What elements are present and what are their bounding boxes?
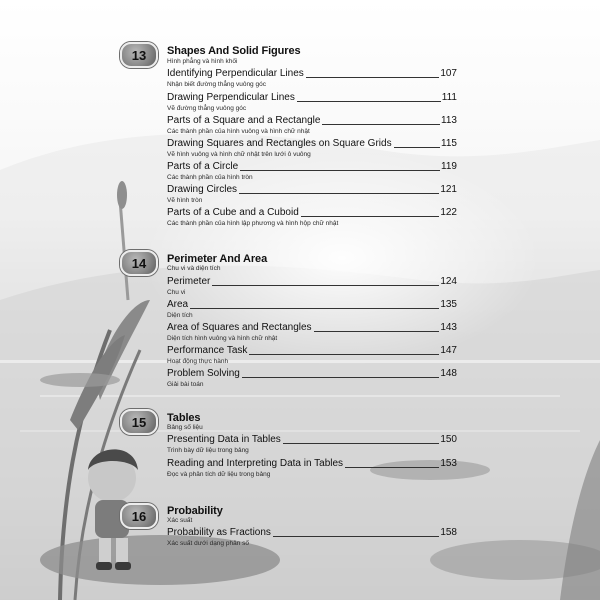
entry-title: Parts of a Circle: [167, 161, 239, 172]
entry-title: Drawing Circles: [167, 184, 238, 195]
page-number: 153: [440, 458, 457, 469]
toc-entry[interactable]: [167, 92, 457, 112]
toc-entry[interactable]: [167, 68, 457, 88]
toc-entry[interactable]: [167, 345, 457, 365]
entry-subtitle: Giải bài toán: [167, 381, 204, 388]
entry-title: Probability as Fractions: [167, 527, 271, 538]
entry-title: Parts of a Square and a Rectangle: [167, 115, 321, 126]
chapter-title: Probability: [167, 505, 223, 517]
chapter-number-badge: 16: [120, 503, 158, 529]
page-number: 115: [441, 138, 457, 149]
toc-entry[interactable]: [167, 322, 457, 342]
page-number: 122: [440, 207, 457, 218]
entry-subtitle: Chu vi: [167, 289, 186, 296]
toc-entry[interactable]: [167, 299, 457, 319]
page-number: 113: [441, 115, 457, 126]
page-number: 147: [440, 345, 457, 356]
page-number: 111: [441, 92, 457, 103]
chapter-title: Tables: [167, 412, 201, 424]
chapter-number-badge: 15: [120, 409, 158, 435]
leader-line: [306, 77, 440, 78]
leader-line: [273, 536, 439, 537]
leader-line: [322, 124, 440, 125]
chapter-subtitle: Bảng số liệu: [167, 424, 203, 431]
chapter-subtitle: Chu vi và diện tích: [167, 265, 221, 272]
entry-title: Performance Task: [167, 345, 248, 356]
chapter-subtitle: Hình phẳng và hình khối: [167, 58, 238, 65]
entry-title: Problem Solving: [167, 368, 240, 379]
page-number: 121: [440, 184, 457, 195]
leader-line: [297, 101, 441, 102]
chapter-number-badge: 14: [120, 250, 158, 276]
leader-line: [212, 285, 439, 286]
entry-subtitle: Vẽ hình tròn: [167, 197, 203, 204]
leader-line: [190, 308, 439, 309]
entry-title: Parts of a Cube and a Cuboid: [167, 207, 299, 218]
leader-line: [301, 216, 440, 217]
leader-line: [249, 354, 439, 355]
entry-subtitle: Các thành phần của hình tròn: [167, 174, 253, 181]
toc-entry[interactable]: [167, 138, 457, 158]
toc-entry[interactable]: [167, 368, 457, 388]
leader-line: [240, 170, 440, 171]
leader-line: [394, 147, 440, 148]
entry-title: Reading and Interpreting Data in Tables: [167, 458, 344, 469]
entry-title: Perimeter: [167, 276, 211, 287]
toc-entry[interactable]: [167, 434, 457, 454]
entry-subtitle: Vẽ đường thẳng vuông góc: [167, 105, 247, 112]
entry-subtitle: Nhận biết đường thẳng vuông góc: [167, 81, 266, 88]
toc-entry[interactable]: [167, 184, 457, 204]
chapter-title: Shapes And Solid Figures: [167, 45, 301, 57]
leader-line: [283, 443, 440, 444]
entry-title: Drawing Squares and Rectangles on Square Grids: [167, 138, 392, 149]
entry-subtitle: Các thành phần của hình lập phương và hình hộp chữ nhật: [167, 220, 339, 227]
page-number: 107: [440, 68, 457, 79]
entry-title: Area: [167, 299, 189, 310]
leader-line: [239, 193, 439, 194]
chapter-title: Perimeter And Area: [167, 253, 268, 265]
entry-subtitle: Vẽ hình vuông và hình chữ nhật trên lưới ô vuông: [167, 151, 311, 158]
page-number: 158: [440, 527, 457, 538]
page-number: 148: [440, 368, 457, 379]
leader-line: [242, 377, 440, 378]
entry-title: Drawing Perpendicular Lines: [167, 92, 295, 103]
page-number: 150: [440, 434, 457, 445]
toc-entry[interactable]: [167, 207, 457, 227]
entry-subtitle: Xác suất dưới dạng phân số: [167, 540, 249, 547]
page-number: 119: [441, 161, 457, 172]
toc-entry[interactable]: [167, 276, 457, 296]
chapter-number-badge: 13: [120, 42, 158, 68]
leader-line: [314, 331, 440, 332]
page-number: 124: [440, 276, 457, 287]
entry-subtitle: Trình bày dữ liệu trong bảng: [167, 447, 249, 454]
entry-subtitle: Diện tích hình vuông và hình chữ nhật: [167, 335, 278, 342]
entry-title: Presenting Data in Tables: [167, 434, 281, 445]
toc-entry[interactable]: [167, 458, 457, 478]
toc-entry[interactable]: [167, 527, 457, 547]
toc-entry[interactable]: [167, 115, 457, 135]
entry-subtitle: Diện tích: [167, 312, 193, 319]
entry-subtitle: Đọc và phân tích dữ liệu trong bảng: [167, 471, 271, 478]
leader-line: [345, 467, 439, 468]
page-number: 143: [440, 322, 457, 333]
entry-title: Area of Squares and Rectangles: [167, 322, 312, 333]
toc-entry[interactable]: [167, 161, 457, 181]
chapter-subtitle: Xác suất: [167, 517, 193, 524]
entry-title: Identifying Perpendicular Lines: [167, 68, 304, 79]
entry-subtitle: Các thành phần của hình vuông và hình chữ nhật: [167, 128, 310, 135]
entry-subtitle: Hoạt động thực hành: [167, 358, 229, 365]
page-number: 135: [440, 299, 457, 310]
